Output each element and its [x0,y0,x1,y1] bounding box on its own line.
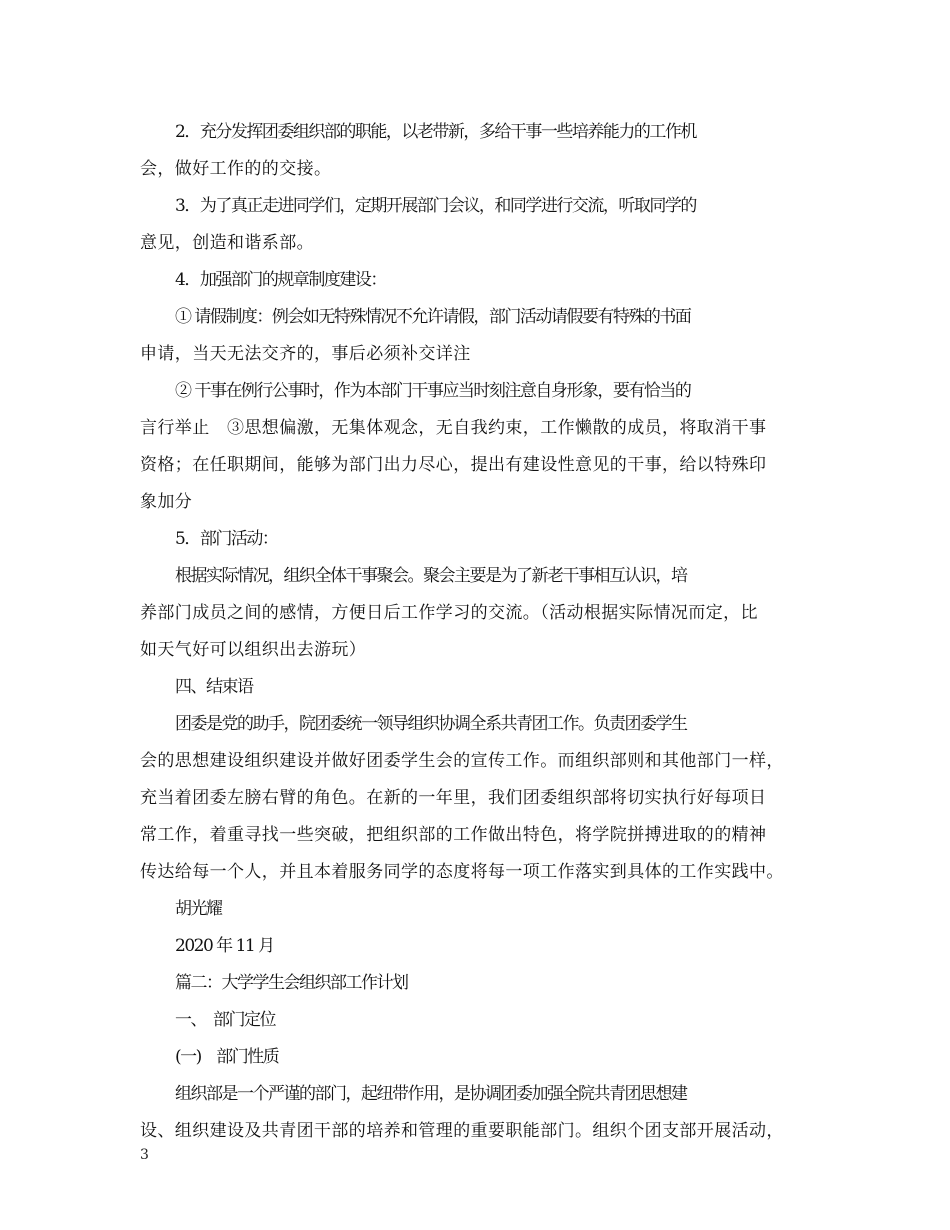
text-line: 会，做好工作的的交接。 [140,159,332,179]
text-line: 2．充分发挥团委组织部的职能，以老带新，多给干事一些培养能力的工作机 [175,122,696,142]
text-line: 传达给每一个人，并且本着服务同学的态度将每一项工作落实到具体的工作实践中。 [140,862,784,882]
text-line: 象加分 [140,492,193,512]
text-line: 意见，创造和谐系部。 [140,233,314,253]
text-line: 根据实际情况，组织全体干事聚会。聚会主要是为了新老干事相互认识，培 [175,566,687,586]
text-line: 团委是党的助手，院团委统一领导组织协调全系共青团工作。负责团委学生 [175,714,687,734]
text-line: 组织部是一个严谨的部门，起纽带作用，是协调团委加强全院共青团思想建 [175,1084,687,1104]
text-line: 四、结束语 [175,677,253,697]
text-line: 资格；在任职期间，能够为部门出力尽心，提出有建设性意见的干事，给以特殊印 [140,455,767,475]
text-line: 养部门成员之间的感情，方便日后工作学习的交流。（活动根据实际情况而定，比 [140,603,758,623]
text-line: (一) 部门性质 [175,1047,279,1067]
text-line: 言行举止 ③思想偏激，无集体观念，无自我约束，工作懒散的成员，将取消干事 [140,418,767,438]
text-line: 4．加强部门的规章制度建设： [175,270,386,290]
document-body [140,114,820,1150]
text-line: 充当着团委左膀右臂的角色。在新的一年里，我们团委组织部将切实执行好每项日 [140,788,767,808]
text-line: 设、组织建设及共青团干部的培养和管理的重要职能部门。组织个团支部开展活动， [140,1121,784,1141]
text-line: 会的思想建设组织建设并做好团委学生会的宣传工作。而组织部则和其他部门一样， [140,751,784,771]
text-line: 5．部门活动： [175,529,278,549]
text-line: ② 干事在例行公事时，作为本部门干事应当时刻注意自身形象，要有恰当的 [175,381,691,401]
text-line: 常工作，着重寻找一些突破，把组织部的工作做出特色，将学院拼搏进取的的精神 [140,825,767,845]
text-line: 如天气好可以组织出去游玩） [140,640,367,660]
text-line: 胡光耀 [175,899,222,919]
text-line: 一、 部门定位 [175,1010,275,1030]
text-line: ① 请假制度：例会如无特殊情况不允许请假，部门活动请假要有特殊的书面 [175,307,691,327]
text-line: 篇二：大学学生会组织部工作计划 [175,973,408,993]
text-line: 3．为了真正走进同学们，定期开展部门会议，和同学进行交流，听取同学的 [175,196,696,216]
text-line: 2020 年 11 月 [175,936,274,956]
text-line: 申请，当天无法交齐的，事后必须补交详注 [140,344,471,364]
page-number: 3 [140,1147,149,1163]
